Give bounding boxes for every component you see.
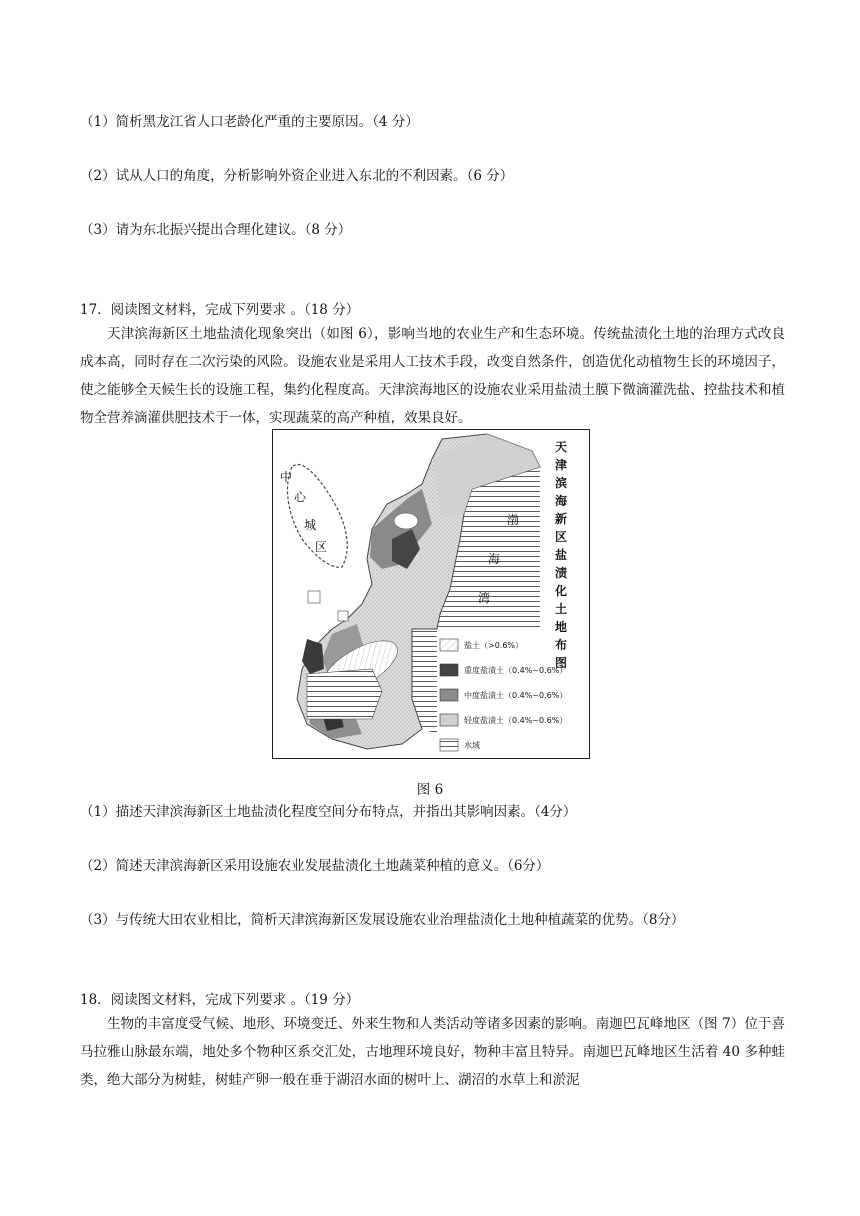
map-title-char: 土 [555,602,568,616]
legend-water: 水域 [464,741,480,750]
q16-subquestion-2: （2）试从人口的角度，分析影响外资企业进入东北的不利因素。（6 分） [80,168,514,184]
legend-light-saline: 轻度盐渍土（0.4%~0.6%） [464,716,568,725]
map-title-char: 图 [555,656,568,670]
legend-saline-soil: 盐土（>0.6%） [464,641,524,650]
map-title-char: 区 [555,530,568,544]
map-title-char: 海 [555,494,568,508]
saline-soil-patch [308,591,320,603]
map-title-char: 地 [555,620,568,634]
svg-text:海: 海 [488,552,501,566]
q16-subquestion-1: （1）简析黑龙江省人口老龄化严重的主要原因。（4 分） [80,114,419,130]
salinization-map [272,429,590,759]
q17-material-text: 天津滨海新区土地盐渍化现象突出（如图 6），影响当地的农业生产和生态环境。传统盐渍化土地的治理方式改良成本高，同时存在二次污染的风险。设施农业是采用人工技术手段，改变自然条件，创造优化动植物生长的环境因子，使之能够全天候生长的设施工程，集约化程度高。天津滨海地区的设施农业采用盐渍土膜下微滴灌洗盐、控盐技术和植物全营养滴灌供肥技术于一体，实现蔬菜的高产种植，效果良好。 [80,326,785,426]
svg-text:心: 心 [294,490,307,504]
figure-caption: 图 6 [416,782,444,798]
q16-subquestion-3: （3）请为东北振兴提出合理化建议。（8 分） [80,222,352,238]
q17-header: 17．阅读图文材料，完成下列要求 。（18 分） [80,302,360,318]
saline-soil-patch [338,611,348,621]
map-title-char: 津 [555,458,568,472]
svg-text:中: 中 [280,470,293,484]
map-title-char: 化 [555,584,568,598]
q17-subquestion-1: （1）描述天津滨海新区土地盐渍化程度空间分布特点，并指出其影响因素。（4分） [80,804,577,820]
map-title-char: 布 [555,638,568,652]
map-title-char: 盐 [555,548,568,562]
svg-text:湾: 湾 [478,591,491,605]
legend-heavy-saline: 重度盐渍土（0.4%~0.6%） [464,666,568,675]
map-title-char: 渍 [555,566,568,580]
q17-subquestion-2: （2）简述天津滨海新区采用设施农业发展盐渍化土地蔬菜种植的意义。（6分） [80,858,550,874]
svg-text:渤: 渤 [507,513,520,527]
reservoir-water [307,669,382,719]
q18-material-text: 生物的丰富度受气候、地形、环境变迁、外来生物和人类活动等诸多因素的影响。南迦巴瓦峰地区（图 7）位于喜马拉雅山脉最东端，地处多个物种区系交汇处，古地理环境良好，物种丰富且特异。南迦巴瓦峰地区生活着 40 多种蛙类，绝大部分为树蛙，树蛙产卵一般在垂于湖沼水面的树叶上、湖沼的水草上和淤泥 [80,1016,785,1088]
map-title-char: 新 [555,512,568,526]
legend-medium-saline: 中度盐渍土（0.4%~0.6%） [464,691,568,700]
saline-soil-patch [394,513,418,529]
map-title-char: 滨 [555,476,568,490]
q17-subquestion-3: （3）与传统大田农业相比，简析天津滨海新区发展设施农业治理盐渍化土地种植蔬菜的优势。（8分） [80,912,685,928]
q18-header: 18．阅读图文材料，完成下列要求 。（19 分） [80,992,360,1008]
svg-text:区: 区 [315,540,328,554]
map-title-char: 天 [555,440,568,454]
svg-text:城: 城 [304,518,317,532]
